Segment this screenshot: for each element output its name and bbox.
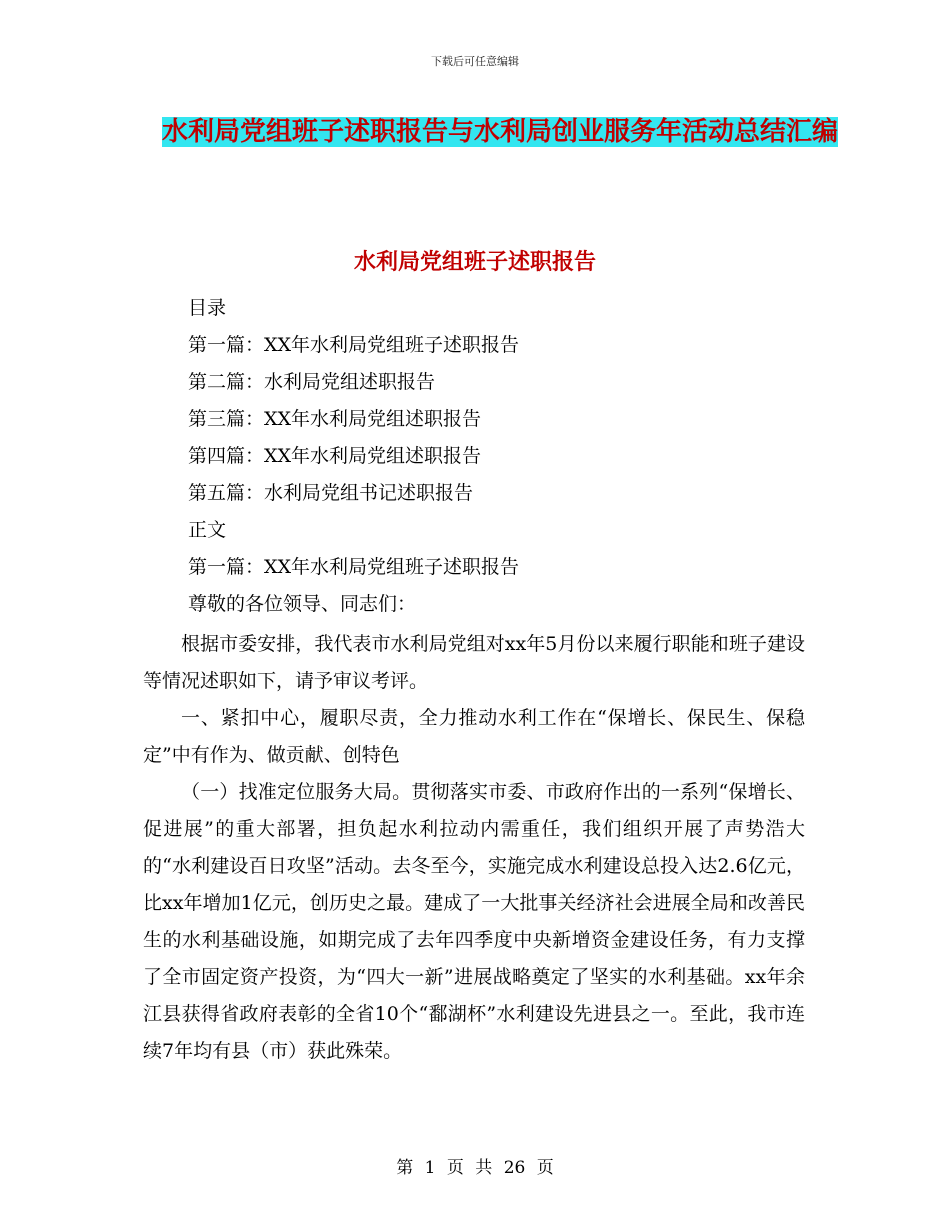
toc-item: 第四篇：XX年水利局党组述职报告 bbox=[188, 445, 482, 467]
salutation: 尊敬的各位领导、同志们： bbox=[188, 593, 417, 615]
toc-item: 第一篇：XX年水利局党组班子述职报告 bbox=[188, 334, 520, 356]
toc-item: 第五篇：水利局党组书记述职报告 bbox=[188, 482, 474, 504]
page-footer: 第 1 页 共 26 页 bbox=[396, 1158, 554, 1178]
header-note: 下载后可任意编辑 bbox=[431, 55, 519, 68]
chapter-heading: 第一篇：XX年水利局党组班子述职报告 bbox=[188, 556, 520, 578]
document-body bbox=[143, 626, 805, 1070]
toc-item: 第二篇：水利局党组述职报告 bbox=[188, 371, 436, 393]
section-title: 水利局党组班子述职报告 bbox=[353, 250, 596, 275]
toc-heading: 目录 bbox=[188, 297, 227, 319]
document-title-text: 水利局党组班子述职报告与水利局创业服务年活动总结汇编 bbox=[161, 117, 838, 147]
toc-item: 第三篇：XX年水利局党组述职报告 bbox=[188, 408, 482, 430]
body-paragraph: （一）找准定位服务大局。贯彻落实市委、市政府作出的一系列“保增长、促进展”的重大部署，担负起水利拉动内需重任，我们组织开展了声势浩大的“水利建设百日攻坚”活动。去冬至今，实施完成水利建设总投入达2.6亿元，比xx年增加1亿元，创历史之最。建成了一大批事关经济社会进展全局和改善民生的水利基础设施，如期完成了去年四季度中央新增资金建设任务，有力支撑了全市固定资产投资，为“四大一新”进展战略奠定了坚实的水利基础。xx年余江县获得省政府表彰的全省10个“鄱湖杯”水利建设先进县之一。至此，我市连续7年均有县（市）获此殊荣。 bbox=[143, 781, 805, 1062]
body-heading: 正文 bbox=[188, 519, 227, 541]
document-title bbox=[150, 108, 850, 156]
table-of-contents bbox=[188, 290, 519, 623]
body-paragraph: 一、紧扣中心，履职尽责，全力推动水利工作在“保增长、保民生、保稳定”中有作为、做贡献、创特色 bbox=[143, 707, 805, 766]
body-paragraph: 根据市委安排，我代表市水利局党组对xx年5月份以来履行职能和班子建设等情况述职如下，请予审议考评。 bbox=[143, 633, 805, 692]
